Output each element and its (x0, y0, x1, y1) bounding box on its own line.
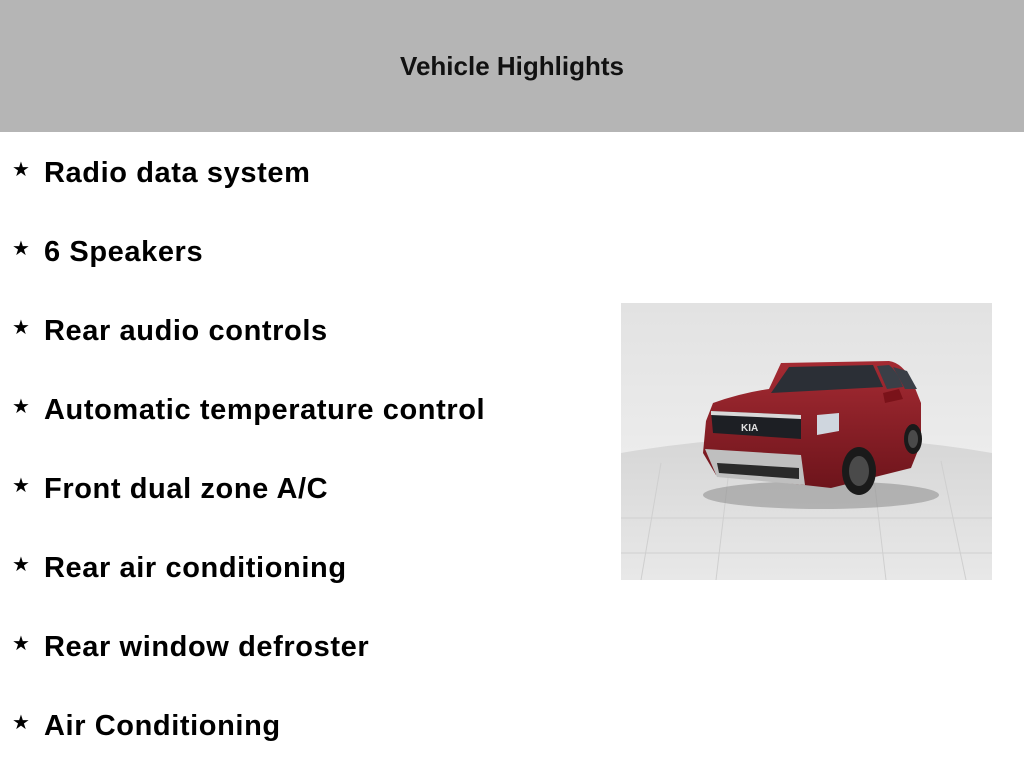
list-item (12, 390, 485, 430)
highlight-label: Front dual zone A/C (44, 472, 329, 505)
star-icon: ★ (12, 157, 30, 181)
highlight-label: Air Conditioning (44, 709, 281, 742)
header-bar (0, 0, 1024, 132)
star-icon: ★ (12, 394, 30, 418)
highlight-label: Rear air conditioning (44, 551, 347, 584)
list-item (12, 153, 310, 193)
list-item (12, 627, 369, 667)
kia-badge: KIA (741, 423, 759, 434)
page-title: Vehicle Highlights (400, 50, 624, 81)
star-icon: ★ (12, 315, 30, 339)
highlight-label: Automatic temperature control (44, 393, 486, 426)
star-icon: ★ (12, 552, 30, 576)
star-icon: ★ (12, 473, 30, 497)
highlight-label: Rear window defroster (44, 630, 370, 663)
vehicle-photo (621, 303, 992, 580)
highlight-label: Rear audio controls (44, 314, 328, 347)
star-icon: ★ (12, 236, 30, 260)
highlight-label: Radio data system (44, 156, 311, 189)
star-icon: ★ (12, 631, 30, 655)
list-item (12, 311, 328, 351)
list-item (12, 232, 203, 272)
vehicle-illustration (621, 303, 992, 580)
list-item (12, 548, 347, 588)
list-item (12, 706, 281, 746)
list-item (12, 469, 328, 509)
star-icon: ★ (12, 710, 30, 734)
highlight-label: 6 Speakers (44, 235, 204, 268)
